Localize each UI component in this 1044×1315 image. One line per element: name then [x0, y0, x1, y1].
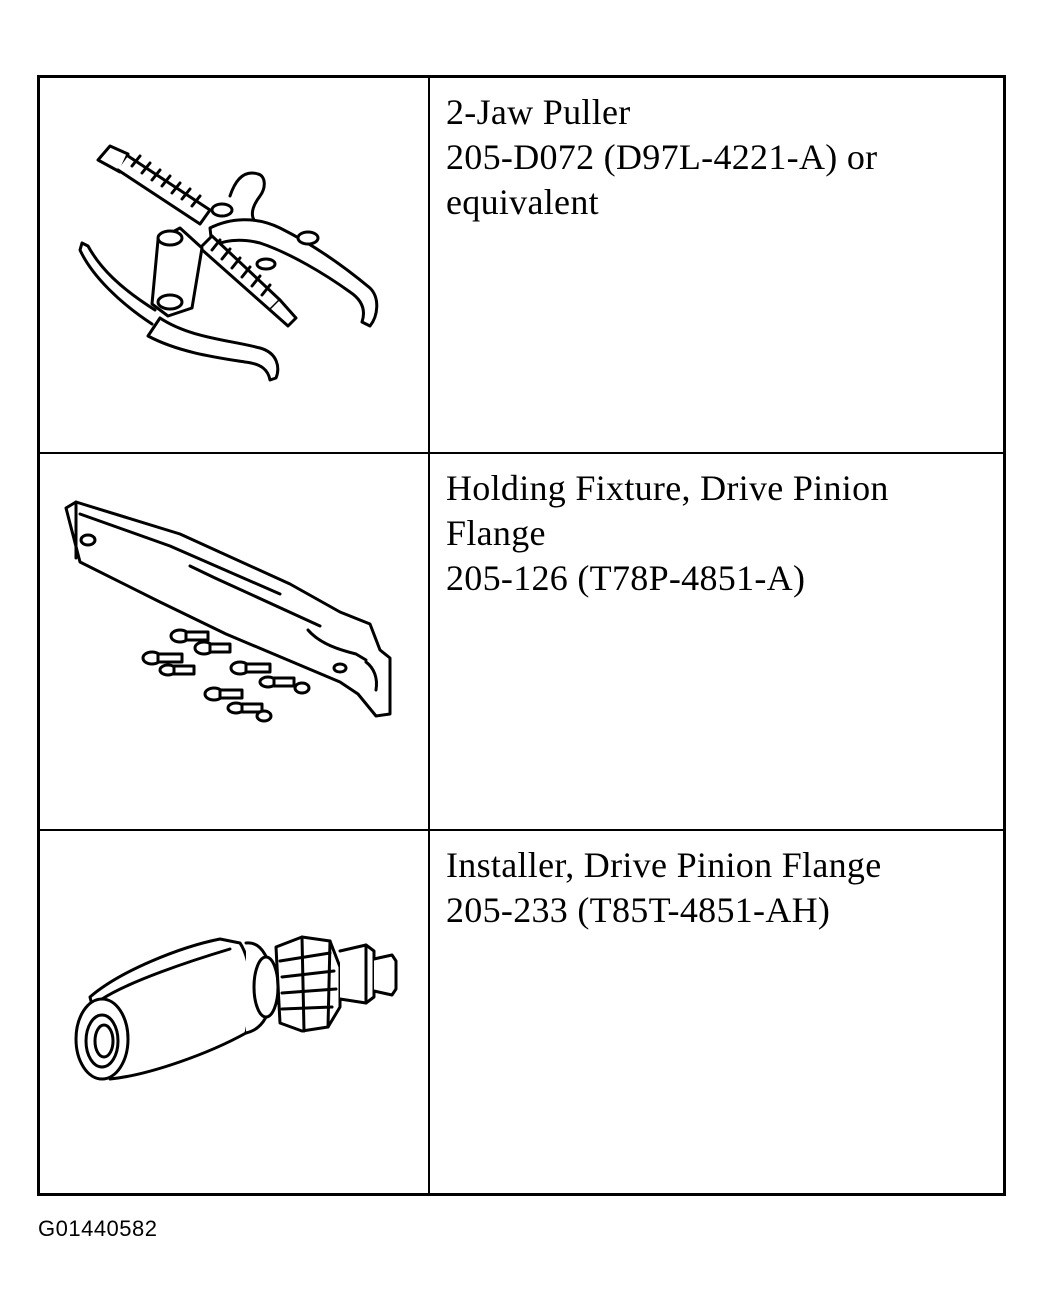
tool-part-number: 205-126 (T78P-4851-A): [446, 558, 806, 598]
tool-part-number: 205-D072 (D97L-4221-A) or: [446, 137, 878, 177]
tool-description-cell: [430, 454, 1003, 831]
tool-name: Installer, Drive Pinion Flange: [446, 845, 882, 885]
tool-illustration-cell: [40, 454, 430, 831]
tool-illustration-cell: [40, 831, 430, 1193]
special-tools-table: [37, 75, 1006, 1196]
tool-note: equivalent: [446, 182, 599, 222]
installer-illustration: [40, 831, 430, 1193]
tool-name: Holding Fixture, Drive Pinion: [446, 468, 889, 508]
tool-name: 2-Jaw Puller: [446, 92, 631, 132]
figure-code: G01440582: [38, 1216, 158, 1241]
tool-name-continued: Flange: [446, 513, 546, 553]
tool-part-number: 205-233 (T85T-4851-AH): [446, 890, 831, 930]
tool-illustration-cell: [40, 78, 430, 454]
tool-description-cell: [430, 78, 1003, 454]
tool-description-cell: [430, 831, 1003, 1193]
holding-fixture-illustration: [40, 454, 430, 829]
two-jaw-puller-illustration: [40, 78, 430, 452]
